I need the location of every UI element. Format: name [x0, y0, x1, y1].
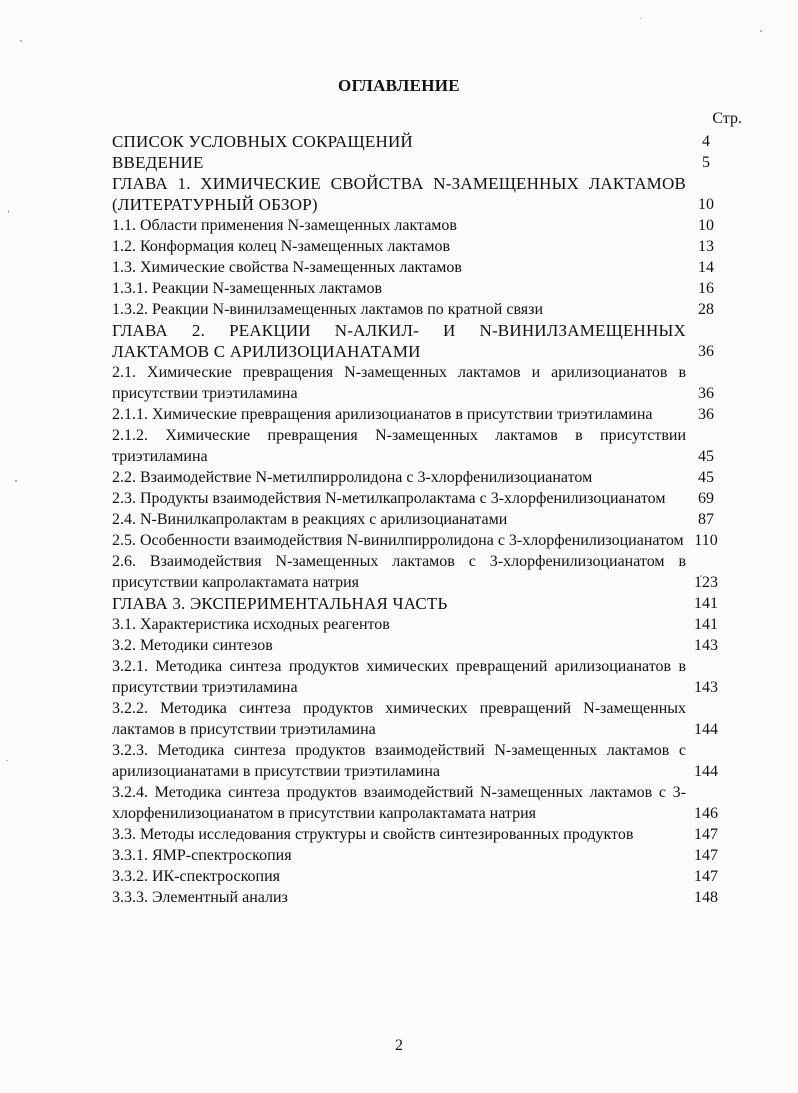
toc-entry-text: ГЛАВА 2. РЕАКЦИИ N-АЛКИЛ- И N-ВИНИЛЗАМЕЩЕННЫХ ЛАКТАМОВ С АРИЛИЗОЦИАНАТАМИ [112, 321, 686, 361]
toc-entry-page: 141 [694, 616, 718, 633]
toc-entry-text: 3.2.1. Методика синтеза продуктов химических превращений арилизоцианатов в присутствии триэтиламина [112, 658, 686, 696]
toc-entry-page: 141 [694, 595, 718, 612]
toc-entry-text: 2.1. Химические превращения N-замещенных лактамов и арилизоцианатов в присутствии триэтиламина [112, 364, 686, 402]
toc-entry-page: 148 [694, 889, 718, 906]
page-column-label: Стр. [712, 110, 742, 127]
toc-entry-text: 3.2. Методики синтезов [112, 637, 273, 654]
toc-entry [112, 698, 742, 740]
page-number: 2 [395, 1037, 403, 1054]
toc-entry-text: 3.3.2. ИК-спектроскопия [112, 868, 281, 885]
toc-entry [112, 509, 742, 530]
toc-entry-page: 14 [698, 259, 714, 276]
toc-entry-text: 2.1.2. Химические превращения N-замещенных лактамов в присутствии триэтиламина [112, 427, 686, 465]
toc-entry [112, 824, 742, 845]
toc-entry-text: 3.1. Характеристика исходных реагентов [112, 616, 390, 633]
toc-entry [112, 551, 742, 593]
toc-entry-text: ГЛАВА 1. ХИМИЧЕСКИЕ СВОЙСТВА N-ЗАМЕЩЕННЫХ ЛАКТАМОВ (ЛИТЕРАТУРНЫЙ ОБЗОР) [112, 174, 686, 214]
toc-entry-page: 13 [698, 238, 714, 255]
toc-entry-page: 28 [698, 301, 714, 318]
toc-entry [112, 845, 742, 866]
toc-entry [112, 887, 742, 908]
toc-entry [112, 425, 742, 467]
toc-entry-page: 36 [698, 406, 714, 423]
toc-entry-page: 5 [702, 154, 710, 171]
toc-entry-text: 3.3. Методы исследования структуры и свойств синтезированных продуктов [112, 826, 634, 843]
toc-entry [112, 866, 742, 887]
toc-entry-text: 1.3.1. Реакции N-замещенных лактамов [112, 280, 382, 297]
toc-entry-text: СПИСОК УСЛОВНЫХ СОКРАЩЕНИЙ [112, 132, 413, 151]
toc-entry-page: 110 [694, 532, 718, 549]
toc-entry-text: 2.4. N-Винилкапролактам в реакциях с арилизоцианатами [112, 511, 508, 528]
toc-entry [112, 131, 742, 152]
toc-entry [112, 404, 742, 425]
toc-entry-text: ГЛАВА 3. ЭКСПЕРИМЕНТАЛЬНАЯ ЧАСТЬ [112, 594, 448, 613]
toc-entry [112, 488, 742, 509]
toc-entry [112, 656, 742, 698]
toc-entry-page: 36 [698, 385, 714, 402]
toc-entry-page: 143 [694, 679, 718, 696]
toc-entry-page: 147 [694, 826, 718, 843]
toc-entry-page: 147 [694, 868, 718, 885]
toc-entry-page: 45 [698, 469, 714, 486]
toc-entry [112, 320, 742, 362]
toc-entry-text: 3.3.1. ЯМР-спектроскопия [112, 847, 292, 864]
toc-entry-text: 3.2.3. Методика синтеза продуктов взаимодействий N-замещенных лактамов с арилизоцианатами в присутствии триэтиламина [112, 742, 686, 780]
toc-entry-text: 1.1. Области применения N-замещенных лактамов [112, 217, 457, 234]
toc-entry [112, 467, 742, 488]
toc-entry [112, 236, 742, 257]
toc-entry [112, 614, 742, 635]
toc-entry [112, 173, 742, 215]
toc-title: ОГЛАВЛЕНИЕ [338, 76, 460, 95]
toc-entry-page: 16 [698, 280, 714, 297]
toc-entry-page: 147 [694, 847, 718, 864]
toc-entry-text: 1.3.2. Реакции N-винилзамещенных лактамов по кратной связи [112, 301, 544, 318]
toc-entry-text: 2.2. Взаимодействие N-метилпирролидона с 3-хлорфенилизоцианатом [112, 469, 593, 486]
toc-entry-page: 36 [698, 343, 714, 360]
toc-entry-page: 87 [698, 511, 714, 528]
toc-entry-page: 4 [702, 133, 710, 150]
toc-entry-page: 10 [698, 196, 714, 213]
toc-entry-text: 1.3. Химические свойства N-замещенных лактамов [112, 259, 462, 276]
toc-entry [112, 782, 742, 824]
toc-entry-text: 2.5. Особенности взаимодействия N-винилпирролидона с 3-хлорфенилизоцианатом [112, 532, 684, 549]
toc-entry [112, 740, 742, 782]
toc-entry [112, 299, 742, 320]
toc-entry-page: 69 [698, 490, 714, 507]
toc-entry [112, 530, 742, 551]
toc-entry-text: 3.3.3. Элементный анализ [112, 889, 288, 906]
toc-entry [112, 593, 742, 614]
toc-entry [112, 278, 742, 299]
toc-entry-text: 3.2.2. Методика синтеза продуктов химических превращений N-замещенных лактамов в присутствии триэтиламина [112, 700, 686, 738]
toc-entry-page: 123 [694, 574, 718, 591]
toc-entry [112, 152, 742, 173]
toc-entry [112, 362, 742, 404]
toc-entry-text: 2.6. Взаимодействия N-замещенных лактамов с 3-хлорфенилизоцианатом в присутствии капролактамата натрия [112, 553, 686, 591]
toc-entry-text: 3.2.4. Методика синтеза продуктов взаимодействий N-замещенных лактамов с 3-хлорфенилизоцианатом в присутствии капролактамата натрия [112, 784, 686, 822]
table-of-contents [112, 131, 742, 908]
toc-entry-page: 146 [694, 805, 718, 822]
toc-entry [112, 215, 742, 236]
toc-entry-page: 144 [694, 763, 718, 780]
toc-entry-page: 144 [694, 721, 718, 738]
toc-entry-page: 45 [698, 448, 714, 465]
toc-entry [112, 635, 742, 656]
toc-entry-text: ВВЕДЕНИЕ [112, 153, 204, 172]
toc-entry-text: 2.1.1. Химические превращения арилизоцианатов в присутствии триэтиламина [112, 406, 653, 423]
toc-entry [112, 257, 742, 278]
toc-entry-text: 2.3. Продукты взаимодействия N-метилкапролактама с 3-хлорфенилизоцианатом [112, 490, 666, 507]
toc-entry-page: 10 [698, 217, 714, 234]
toc-entry-text: 1.2. Конформация колец N-замещенных лактамов [112, 238, 451, 255]
toc-entry-page: 143 [694, 637, 718, 654]
